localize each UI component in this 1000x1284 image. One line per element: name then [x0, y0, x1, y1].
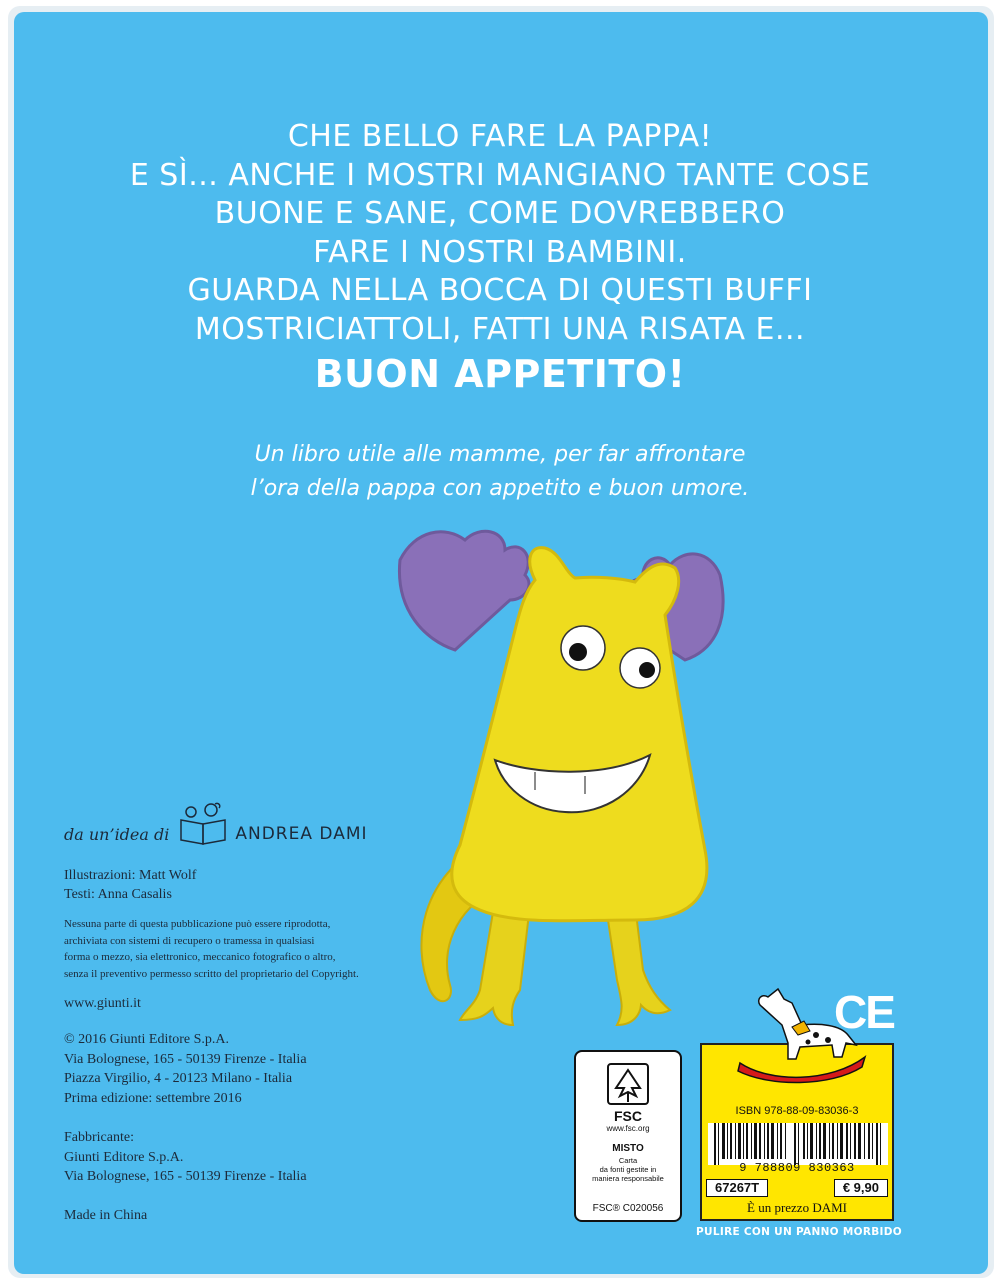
ce-mark: CE	[834, 986, 894, 1038]
texts-credit: Testi: Anna Casalis	[64, 887, 172, 902]
headline: BUON APPETITO!	[314, 352, 686, 396]
subtitle-line: l’ora della pappa con appetito e buon umore.	[250, 476, 750, 501]
monster-illustration	[385, 520, 735, 1050]
blurb-line: FARE I NOSTRI BAMBINI.	[313, 234, 687, 270]
illustrations-credit: Illustrazioni: Matt Wolf	[64, 868, 197, 883]
manufacturer-info	[64, 1128, 307, 1187]
product-code: 67267T	[706, 1179, 768, 1197]
blurb-line: MOSTRICIATTOLI, FATTI UNA RISATA E...	[194, 311, 806, 347]
isbn: ISBN 978-88-09-83036-3	[735, 1105, 859, 1117]
right-pupil	[639, 662, 655, 678]
price: € 9,90	[834, 1179, 888, 1197]
fsc-desc-line: da fonti gestite in	[599, 1165, 657, 1174]
andrea-dami-credit	[64, 798, 368, 848]
blurb	[0, 118, 1000, 394]
notice-line: Nessuna parte di questa pubblicazione può essere riprodotta,	[64, 918, 331, 930]
fsc-desc-line: maniera responsabile	[592, 1174, 664, 1183]
fsc-url: www.fsc.org	[606, 1124, 650, 1133]
fsc-tree-icon	[606, 1062, 650, 1106]
fsc-misto: MISTO	[612, 1143, 644, 1154]
publisher-line: Via Bolognese, 165 - 50139 Firenze - Italia	[64, 1051, 307, 1067]
notice-line: forma o mezzo, sia elettronico, meccanico fotografico o altro,	[64, 951, 336, 963]
barcode	[708, 1123, 888, 1165]
prezzo-dami: È un prezzo DAMI	[747, 1200, 847, 1215]
rocking-horse-icon	[730, 985, 870, 1085]
notice-line: archiviata con sistemi di recupero o tramessa in qualsiasi	[64, 934, 315, 947]
book-logo-icon	[175, 800, 235, 848]
subtitle	[0, 438, 1000, 506]
notice-line: senza il preventivo permesso scritto del proprietario del Copyright.	[64, 967, 359, 980]
manufacturer-line: Via Bolognese, 165 - 50139 Firenze - Italia	[64, 1169, 307, 1184]
author-name: ANDREA DAMI	[235, 824, 368, 844]
fsc-desc-line: Carta	[618, 1156, 638, 1165]
made-in: Made in China	[64, 1208, 148, 1223]
publisher-line: © 2016 Giunti Editore S.p.A.	[64, 1032, 230, 1047]
subtitle-line: Un libro utile alle mamme, per far affrontare	[254, 442, 746, 467]
fsc-brand: FSC	[614, 1108, 642, 1124]
manufacturer-line: Fabbricante:	[64, 1130, 134, 1145]
blurb-line: BUONE E SANE, COME DOVREBBERO	[214, 196, 786, 231]
price-row	[706, 1179, 888, 1197]
care-instructions: PULIRE CON UN PANNO MORBIDO	[696, 1226, 902, 1238]
publisher-line: Prima edizione: settembre 2016	[64, 1090, 242, 1106]
manufacturer-line: Giunti Editore S.p.A.	[64, 1149, 184, 1165]
blurb-line: CHE BELLO FARE LA PAPPA!	[287, 119, 713, 154]
left-pupil	[569, 643, 587, 661]
left-wing	[399, 531, 529, 650]
fsc-description	[576, 1156, 680, 1183]
idea-prefix: da un’idea di	[64, 825, 170, 844]
publisher-line: Piazza Virgilio, 4 - 20123 Milano - Italia	[64, 1071, 293, 1086]
illustrator-credits	[64, 866, 196, 904]
fsc-code: FSC® C020056	[592, 1203, 664, 1214]
website: www.giunti.it	[64, 996, 141, 1011]
publisher-info	[64, 1030, 307, 1108]
blurb-line: GUARDA NELLA BOCCA DI QUESTI BUFFI	[187, 273, 813, 308]
blurb-line: E SÌ... ANCHE I MOSTRI MANGIANO TANTE COSE	[129, 157, 871, 193]
fsc-label	[574, 1050, 682, 1222]
barcode-digits: 9 788809 830363	[739, 1161, 855, 1175]
copyright-notice	[64, 916, 359, 982]
